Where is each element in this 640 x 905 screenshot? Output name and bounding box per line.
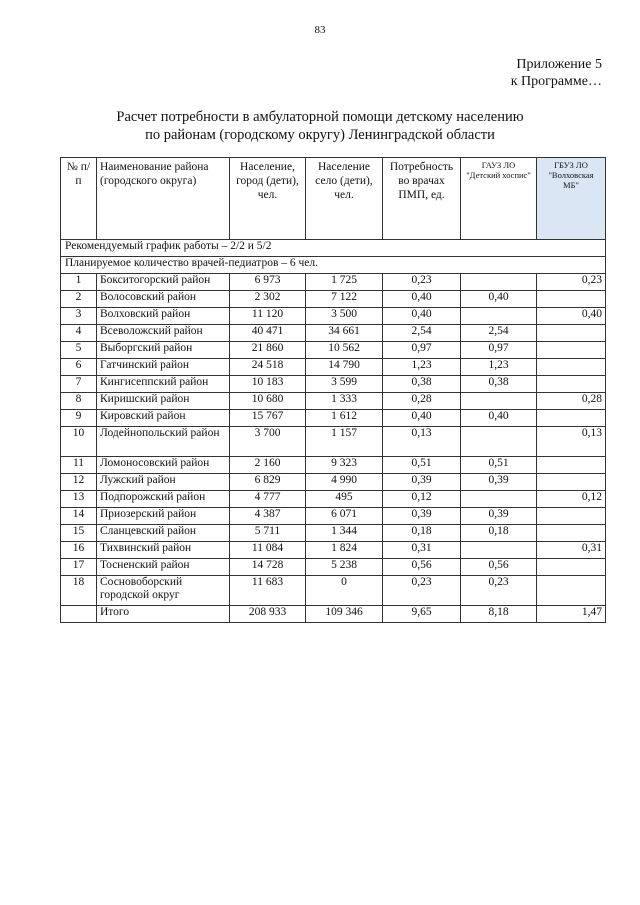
row-hospice [461,491,537,508]
row-need: 0,39 [383,474,461,491]
row-num: 11 [61,457,97,474]
row-city: 11 084 [230,542,306,559]
row-need: 0,28 [383,393,461,410]
row-need: 0,18 [383,525,461,542]
row-num: 2 [61,291,97,308]
row-num: 17 [61,559,97,576]
row-district: Волосовский район [97,291,230,308]
row-district: Бокситогорский район [97,274,230,291]
row-num: 9 [61,410,97,427]
note-schedule: Рекомендуемый график работы – 2/2 и 5/2 [61,240,606,257]
row-need: 0,12 [383,491,461,508]
row-hospice: 0,97 [461,342,537,359]
header-village: Население село (дети), чел. [306,158,383,240]
row-volkhov [537,474,606,491]
row-village: 495 [306,491,383,508]
row-need: 0,23 [383,576,461,606]
row-need: 0,40 [383,410,461,427]
row-volkhov [537,291,606,308]
row-village: 14 790 [306,359,383,376]
header-city: Население, город (дети), чел. [230,158,306,240]
row-district: Волховский район [97,308,230,325]
row-num: 4 [61,325,97,342]
row-village: 1 333 [306,393,383,410]
row-district: Всеволожский район [97,325,230,342]
row-num: 3 [61,308,97,325]
row-volkhov: 0,12 [537,491,606,508]
header-district: Наименование района (городского округа) [97,158,230,240]
table-row [61,393,606,410]
row-hospice: 0,18 [461,525,537,542]
row-need: 0,39 [383,508,461,525]
row-need: 0,23 [383,274,461,291]
row-volkhov: 0,13 [537,427,606,457]
row-need: 0,40 [383,308,461,325]
row-village: 1 725 [306,274,383,291]
row-district: Кировский район [97,410,230,427]
row-village: 109 346 [306,606,383,623]
row-hospice: 0,39 [461,508,537,525]
table-row [61,291,606,308]
header-num: № п/п [61,158,97,240]
row-district: Гатчинский район [97,359,230,376]
row-volkhov [537,508,606,525]
row-hospice: 0,39 [461,474,537,491]
row-num: 15 [61,525,97,542]
note-row [61,240,606,257]
table-row [61,376,606,393]
row-village: 4 990 [306,474,383,491]
table-row [61,542,606,559]
row-hospice [461,542,537,559]
row-village: 0 [306,576,383,606]
row-volkhov [537,525,606,542]
header-hospice: ГАУЗ ЛО "Детский хоспис" [461,158,537,240]
row-num: 8 [61,393,97,410]
row-village: 1 157 [306,427,383,457]
row-city: 10 183 [230,376,306,393]
row-city: 6 829 [230,474,306,491]
row-volkhov [537,559,606,576]
row-village: 9 323 [306,457,383,474]
row-village: 3 500 [306,308,383,325]
row-num: 10 [61,427,97,457]
row-volkhov: 0,40 [537,308,606,325]
row-need: 0,31 [383,542,461,559]
table-row [61,325,606,342]
row-volkhov [537,457,606,474]
row-need: 0,38 [383,376,461,393]
row-num: 13 [61,491,97,508]
row-num: 18 [61,576,97,606]
row-volkhov [537,359,606,376]
row-volkhov [537,376,606,393]
row-city: 24 518 [230,359,306,376]
row-city: 4 777 [230,491,306,508]
row-village: 1 612 [306,410,383,427]
row-district: Тихвинский район [97,542,230,559]
row-volkhov [537,576,606,606]
row-district: Кингисеппский район [97,376,230,393]
title-line: Расчет потребности в амбулаторной помощи детскому населению [116,109,524,125]
row-num: 6 [61,359,97,376]
title-line: по районам (городскому округу) Ленинградской области [145,127,495,143]
row-hospice [461,427,537,457]
row-village: 7 122 [306,291,383,308]
row-hospice: 8,18 [461,606,537,623]
row-volkhov: 1,47 [537,606,606,623]
table-row [61,359,606,376]
row-hospice [461,308,537,325]
row-village: 6 071 [306,508,383,525]
row-hospice: 0,38 [461,376,537,393]
row-city: 5 711 [230,525,306,542]
row-village: 34 661 [306,325,383,342]
row-volkhov [537,410,606,427]
table-row [61,559,606,576]
row-need: 2,54 [383,325,461,342]
table-row [61,474,606,491]
header-volkhov: ГБУЗ ЛО "Волховская МБ" [537,158,606,240]
row-district: Сосновоборский городской округ [97,576,230,606]
row-district: Подпорожский район [97,491,230,508]
row-village: 5 238 [306,559,383,576]
row-village: 1 824 [306,542,383,559]
row-volkhov: 0,31 [537,542,606,559]
appendix-line: к Программе… [510,74,602,89]
row-hospice: 2,54 [461,325,537,342]
row-city: 2 160 [230,457,306,474]
row-city: 2 302 [230,291,306,308]
total-row [61,606,606,623]
table-row [61,427,606,457]
row-num: 12 [61,474,97,491]
table-row [61,308,606,325]
row-need: 0,56 [383,559,461,576]
row-hospice: 0,40 [461,410,537,427]
page-number: 83 [314,24,326,36]
row-hospice [461,393,537,410]
row-district: Ломоносовский район [97,457,230,474]
header-need: Потребность во врачах ПМП, ед. [383,158,461,240]
table-row [61,457,606,474]
row-district: Лужский район [97,474,230,491]
row-village: 10 562 [306,342,383,359]
row-city: 40 471 [230,325,306,342]
row-city: 21 860 [230,342,306,359]
row-hospice: 0,56 [461,559,537,576]
table-row [61,508,606,525]
row-need: 0,13 [383,427,461,457]
document-title [0,108,640,144]
row-city: 14 728 [230,559,306,576]
row-need: 0,97 [383,342,461,359]
row-hospice: 0,51 [461,457,537,474]
pediatric-need-table [60,157,606,623]
row-district: Лодейнопольский район [97,427,230,457]
row-hospice: 1,23 [461,359,537,376]
row-volkhov: 0,23 [537,274,606,291]
row-district: Итого [97,606,230,623]
row-num: 14 [61,508,97,525]
row-volkhov [537,342,606,359]
table-row [61,576,606,606]
row-volkhov [537,325,606,342]
row-city: 3 700 [230,427,306,457]
row-city: 208 933 [230,606,306,623]
table-row [61,410,606,427]
row-need: 0,51 [383,457,461,474]
row-city: 11 683 [230,576,306,606]
row-village: 1 344 [306,525,383,542]
row-hospice: 0,40 [461,291,537,308]
row-city: 10 680 [230,393,306,410]
table-header-row [61,158,606,240]
row-city: 15 767 [230,410,306,427]
appendix-line: Приложение 5 [516,57,602,72]
row-need: 1,23 [383,359,461,376]
row-num: 1 [61,274,97,291]
row-city: 11 120 [230,308,306,325]
row-num: 16 [61,542,97,559]
row-hospice: 0,23 [461,576,537,606]
row-district: Выборгский район [97,342,230,359]
row-village: 3 599 [306,376,383,393]
table-row [61,491,606,508]
row-num [61,606,97,623]
row-need: 9,65 [383,606,461,623]
note-row [61,257,606,274]
table-row [61,525,606,542]
row-volkhov: 0,28 [537,393,606,410]
row-city: 4 387 [230,508,306,525]
table-row [61,342,606,359]
row-district: Киришский район [97,393,230,410]
row-hospice [461,274,537,291]
row-district: Приозерский район [97,508,230,525]
row-city: 6 973 [230,274,306,291]
table-row [61,274,606,291]
row-district: Сланцевский район [97,525,230,542]
row-num: 5 [61,342,97,359]
row-need: 0,40 [383,291,461,308]
note-doctors: Планируемое количество врачей-педиатров – 6 чел. [61,257,606,274]
row-num: 7 [61,376,97,393]
row-district: Тосненский район [97,559,230,576]
appendix-reference [511,56,602,90]
